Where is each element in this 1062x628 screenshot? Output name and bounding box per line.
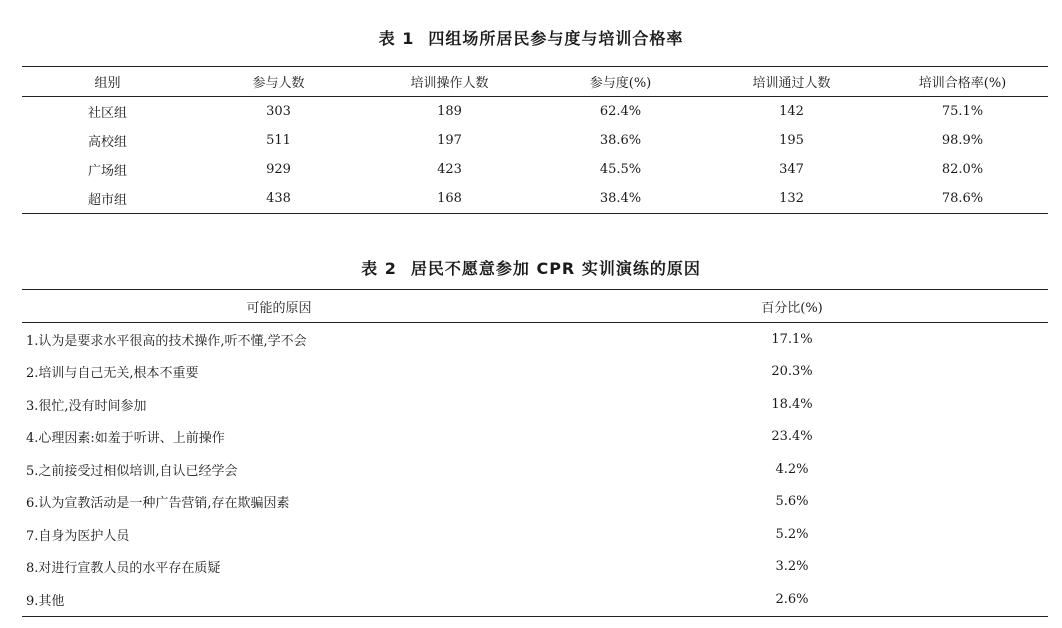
percent-cell: 18.4% (771, 396, 813, 412)
table-cell: 社区组 (87, 106, 127, 121)
table2-header-cell: 可能的原因 (22, 290, 536, 323)
table-row (22, 421, 1048, 454)
table1-header-row (22, 67, 1048, 97)
table-cell: 高校组 (87, 135, 127, 150)
table1-title: 四组场所居民参与度与培训合格率 (428, 29, 684, 48)
percent-cell: 3.2% (775, 559, 809, 575)
reason-cell: 5.之前接受过相似培训,自认已经学会 (26, 463, 238, 479)
table1-header-cell: 参与度(%) (535, 67, 706, 97)
table2-caption (0, 256, 1062, 279)
reason-cell: 4.心理因素:如羞于听讲、上前操作 (26, 431, 225, 447)
table-row (22, 486, 1048, 519)
table-cell: 62.4% (599, 104, 642, 119)
reason-cell: 8.对进行宣教人员的水平存在质疑 (26, 561, 221, 577)
reason-cell: 6.认为宣教活动是一种广告营销,存在欺骗因素 (26, 496, 290, 512)
reason-cell: 3.很忙,没有时间参加 (26, 398, 147, 414)
reason-cell: 9.其他 (26, 593, 65, 609)
table1-header-cell: 组别 (22, 67, 193, 97)
reason-cell: 2.培训与自己无关,根本不重要 (26, 366, 199, 382)
table1 (22, 66, 1048, 214)
percent-cell: 17.1% (771, 331, 813, 347)
table1-header-cell: 培训操作人数 (364, 67, 535, 97)
table1-header-cell: 参与人数 (193, 67, 364, 97)
table-row (22, 388, 1048, 421)
table2-title: 居民不愿意参加 CPR 实训演练的原因 (410, 259, 701, 278)
table-row (22, 97, 1048, 127)
table-row (22, 356, 1048, 389)
table-row (22, 184, 1048, 214)
table-cell: 929 (266, 162, 291, 177)
table-cell: 132 (779, 191, 804, 206)
table-cell: 38.4% (599, 191, 642, 206)
table-cell: 98.9% (941, 133, 984, 148)
table2-header-row (22, 290, 1048, 323)
reason-cell: 1.认为是要求水平很高的技术操作,听不懂,学不会 (26, 333, 307, 349)
table-cell: 45.5% (599, 162, 642, 177)
percent-cell: 5.2% (775, 526, 809, 542)
table-cell: 78.6% (941, 191, 984, 206)
table-cell: 广场组 (87, 164, 127, 179)
table-row (22, 126, 1048, 155)
table-cell: 82.0% (941, 162, 984, 177)
percent-cell: 2.6% (775, 591, 809, 607)
table1-caption (0, 26, 1062, 49)
percent-cell: 23.4% (771, 429, 813, 445)
table1-header-cell: 培训通过人数 (706, 67, 877, 97)
table-cell: 511 (266, 133, 291, 148)
table2-label: 表 2 (361, 259, 397, 278)
table-cell: 38.6% (599, 133, 642, 148)
table-cell: 197 (437, 133, 462, 148)
table-cell: 438 (266, 191, 291, 206)
table-row (22, 518, 1048, 551)
table-cell: 168 (437, 191, 462, 206)
table-cell: 超市组 (87, 193, 127, 208)
table1-label: 表 1 (378, 29, 415, 48)
table-row (22, 323, 1048, 356)
percent-cell: 4.2% (775, 461, 809, 477)
table-row (22, 583, 1048, 616)
table-cell: 347 (779, 162, 804, 177)
percent-cell: 20.3% (771, 364, 813, 380)
table-cell: 303 (266, 104, 291, 119)
table-cell: 195 (779, 133, 804, 148)
table-row (22, 551, 1048, 584)
table2-header-cell: 百分比(%) (536, 290, 1048, 323)
percent-cell: 5.6% (775, 494, 809, 510)
table-cell: 189 (437, 104, 462, 119)
table2 (22, 289, 1048, 617)
table-row (22, 155, 1048, 184)
reason-cell: 7.自身为医护人员 (26, 528, 130, 544)
table-cell: 423 (437, 162, 462, 177)
table-row (22, 453, 1048, 486)
table-cell: 75.1% (941, 104, 984, 119)
table-cell: 142 (779, 104, 804, 119)
table1-header-cell: 培训合格率(%) (877, 67, 1048, 97)
